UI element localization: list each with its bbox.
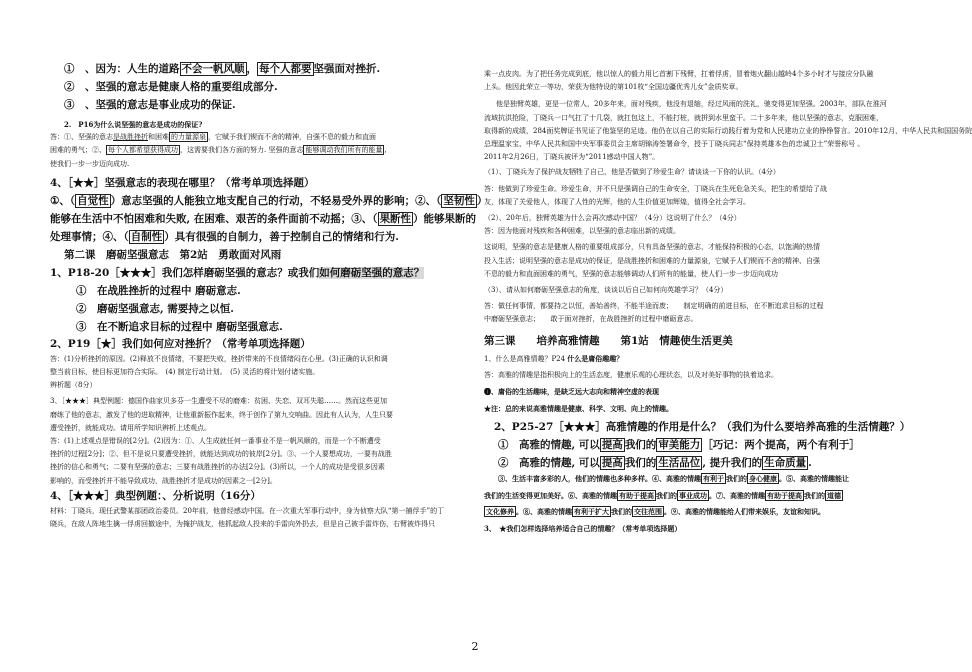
answer-3-line-2: 挫折的过程[2分]；②、但不是说只要遭受挫折，就能达到成功的彼岸[2分]。③、一个人要想成功，一要有战胜 (50, 450, 392, 459)
function-point-3: ③、生活丰富多彩的人，他们的情趣也多种多样。④、高雅的情趣 有利于 我们的 身心健康 。⑤、高雅的情趣能让 (498, 474, 849, 484)
method-1: ① 在战胜挫折的过程中 磨砺意志. (76, 284, 241, 297)
reason-line-3: ③ 、坚强的意志是事业成功的保证. (64, 99, 236, 111)
will-trait-line-1: ①、（ 自觉性 ）意志坚强的人能独立地支配自己的行动，不轻易受外界的影响；②、（ 坚韧性 ） (50, 194, 488, 207)
sub-question-3: （3）、请从如何磨砺坚强意志的角度，谈谈以后自己如何向英雄学习？（4分） (484, 286, 728, 295)
method-2: ② 磨砺坚强意志, 需要持之以恒. (76, 302, 234, 315)
will-trait-line-3: 处理事情；④、（ 自制性 ）具有很强的自制力，善于控制自己的情绪和行为. (50, 230, 399, 243)
material-line-9: 2011年2月26日，丁晓兵被评为“2011感动中国人物”。 (484, 153, 660, 162)
sub-answer-1-line-1: 答：他做到了珍爱生命。珍爱生命，并不只是强调自己的生命安全，丁晓兵在生死危急关头，把生的希望给了战 (484, 184, 827, 193)
right-column (484, 68, 972, 535)
function-point-5: 文化修养 。⑧、高雅的情趣 有利于扩大 我们的 交往范围 。⑨、高雅的情趣能给人们带来娱乐，友谊和知识。 (486, 506, 825, 516)
question-function-heading: 2、P25-27［★★★］高雅情趣的作用是什么？（我们为什么要培养高雅的生活情趣？） (494, 421, 911, 434)
method-3: ③ 在不断追求目标的过程中 磨砺坚强意志. (76, 320, 283, 333)
question-elegant-taste: 1、什么是高雅情趣？P24 什么是庸俗趣趣？ (484, 353, 624, 363)
vulgar-taste-note: ❶、庸俗的生活趣味，是缺乏远大志向和精神空虚的表现 (484, 387, 659, 397)
answer-elegant-taste: 答：高雅的情趣是指积极向上的生活态度，健康乐观的心理状态，以及对美好事物的执着追求。 (484, 370, 778, 379)
material-line-5: 他是独臂英雄，更是一位常人，20多年来，面对残疾，他没有退缩，经过风雨的洗礼，驰变得更加坚强。2003年，部队在淮河 (496, 100, 887, 109)
answer-2b-line-2: 整当前目标，使目标更加符合实际。 (4) 制定行动计划。 (5) 灵活的将计划付诸实施。 (50, 368, 320, 377)
material-line-6: 流域抗洪抢险，丁晓兵一口气扛了十几袋，就扛包这上，不能打桩，就拼到水里蛮干。二十多年来，他以坚强的意志，克服困难， (484, 113, 883, 122)
sub-answer-2-line-1: 答：因为他面对残疾和各种困难，以坚强的意志临出新的成绩。 (484, 227, 680, 236)
sub-answer-1-line-2: 友，体现了关爱他人，体现了人性的光辉，他的人生价值更加辉煌，值得全社会学习。 (484, 197, 750, 206)
material-line-1: 材料：丁晓兵，现任武警某部团政治委员。20年前，他曾经感动中国。在一次重大军事行动中，身为侦察大队“第一捕俘手”的丁 (50, 506, 445, 515)
left-column (50, 60, 488, 531)
lesson-3-heading: 第三课 培养高雅情趣 第1站 情趣使生活更美 (484, 334, 733, 347)
example-4-heading: 4、［★★★］典型例题：、分析说明（16分） (50, 489, 261, 502)
question-4-heading: 4、［★★］坚强意志的表现在哪里？（常考单项选择题） (50, 176, 315, 189)
answer-2-line-2: 困难的勇气；②、 每个人都希望获得成功 ，这需要我们各方面的努力. 坚强的意志 能够调动我们所有的能量 , (50, 146, 387, 155)
question-1-heading: 1、P18-20［★★★］我们怎样磨砺坚强的意志？或我们如何磨砺坚强的意志？ (50, 266, 425, 279)
sub-answer-2-line-2: 这说明，坚强的意志是健康人格的重要组成部分，只有具备坚强的意志，才能保持积极的心态，以饱满的热情 (484, 243, 820, 252)
sub-answer-3-line-2: 中磨砺坚强意志； 敢于面对挫折，在战胜挫折的过程中磨砺意志。 (484, 315, 698, 324)
page-number: 2 (471, 640, 479, 653)
sub-question-2: （2）、20年后，独臂英雄为什么会再次感动中国？（4分）这说明了什么？（4分） (484, 214, 741, 223)
function-point-2: ② 高雅的情趣, 可以 提高 我们的 生活品位 , 提升我们的 生命质量 . (498, 457, 812, 470)
question-2b-heading: 2、P19［★］我们如何应对挫折？（常考单项选择题） (50, 337, 311, 350)
example-3-line-2: 磨练了他的意志，激发了他的进取精神，让他重新振作起来，终于创作了第九交响曲。因此有人认为，人生只要 (50, 410, 393, 419)
answer-2-line-1: 答：①、坚强的意志是战胜挫折和困难 的力量源泉 ，它赋予我们锲而不舍的精神，自强不息的毅力和直面 (50, 133, 376, 142)
function-point-4: 我们的生活变得更加美好。⑥、高雅的情趣 有助于提高 我们的 事业成功 。⑦、高雅的情趣 有助于提高 我们的 道德 (484, 490, 841, 500)
sub-answer-2-line-3: 投入生活；说明坚强的意志是成功的保证，是战胜挫折和困难的力量源泉，它赋予人们锲而不舍的精神、自强 (484, 256, 820, 265)
will-trait-line-2: 能够在生活中不怕困难和失败, 在困难、艰苦的条件面前不动摇；③、（ 果断性 ）能够果断的 (50, 212, 477, 225)
material-line-4: 上头。他因此荣立一等功，荣获为他特设的第101枚“全国边疆优秀儿女”金质奖章。 (484, 83, 743, 92)
example-3-line-1: 3、［★★★］典型例题：德国作曲家贝多芬一生遭受不尽的磨难：贫困、失恋、双耳失聪……。然而这些更加 (50, 397, 387, 406)
answer-3-line-4: 影响的，而受挫折并不能导致成功，战胜挫折才是成功的因素之一[2分]。 (50, 476, 277, 485)
reason-line-1: ① 、因为：人生的道路 不会一帆风顺 ， 每个人都要 坚强面对挫折. (64, 63, 381, 75)
answer-3-line-3: 挫折的信心和勇气；二要有坚强的意志；三要有战胜挫折的办法[2分]。(3)所以，一个人的成功是受很多因素 (50, 463, 385, 472)
material-line-2: 晓兵，在敌人阵地生擒一俘虏回撤途中，为掩护战友，他抓起敌人投来的手雷向外扔去，但是自己被手雷炸伤，右臂被炸得只 (50, 520, 435, 529)
answer-2-line-3: 使我们一步一步迈向成功. (50, 159, 130, 168)
material-line-8: 总理温家宝、中华人民共和国中央军事委员会主席胡锦涛签署命令，授予丁晓兵同志“保持英雄本色的忠诚卫士”荣誉称号 。 (484, 140, 865, 149)
material-line-3: 乘一点皮肉。为了把任务完成到底，他以惊人的毅力用匕首割下残臂，扛着俘虏，冒着炮火翻山越岭4个多小时才与接应分队融 (484, 70, 874, 78)
question-choose-taste: 3、 ★我们怎样选择培养适合自己的情趣？（常考单项选择题） (484, 524, 682, 534)
sub-answer-3-line-1: 答：做任何事情，都要持之以恒，善始善终，不能半途而废； 制定明确的前进目标，在不断追求目标的过程 (484, 302, 824, 311)
analysis-label: 辨析题（8分） (50, 381, 97, 390)
sub-answer-2-line-4: 不息的毅力和直面困难的勇气，坚强的意志能够调动人们所有的能量，使人们一步一步迈向成功 (484, 269, 778, 278)
sub-question-1: （1）、丁晓兵为了保护战友牺牲了自己，他是否做到了珍爱生命？请谈谈一下你的认识。（4分） (484, 168, 780, 177)
material-line-7: 取得新的成绩，284面奖牌证书见证了他鉴坚的足迹。他仍在以自己的实际行动践行着为党和人民建功立业的铮铮誓言。2010年12月，中华人民共和国国务院 (484, 126, 972, 135)
lesson-2-heading: 第二课 磨砺坚强意志 第2站 勇敢面对风雨 (64, 248, 282, 261)
example-3-line-3: 遭受挫折，就能成功。请用所学知识辨析上述观点。 (50, 423, 211, 432)
summary-note: ★注：总的来说高雅情趣是健康、科学、文明、向上的情趣。 (484, 404, 673, 414)
answer-3-line-1: 答：(1)上述观点是错误的[2分]。(2)因为：①、人生成就任何一番事业不是一帆风顺的，而是一个不断遭受 (50, 437, 381, 446)
reason-line-2: ② 、坚强的意志是健康人格的重要组成部分. (64, 81, 278, 93)
question-2: 2. P16为什么说坚强的意志是成功的保证? (64, 120, 203, 129)
function-point-1: ① 高雅的情趣, 可以 提高 我们的 审美能力 ［巧记：两个提高，两个有利于］ (498, 439, 860, 452)
answer-2b-line-1: 答：(1)分析挫折的原因。(2)释放不良情绪，不要把失败，挫折带来的不良情绪闷在心里。(3)正确的认识和调 (50, 354, 388, 363)
